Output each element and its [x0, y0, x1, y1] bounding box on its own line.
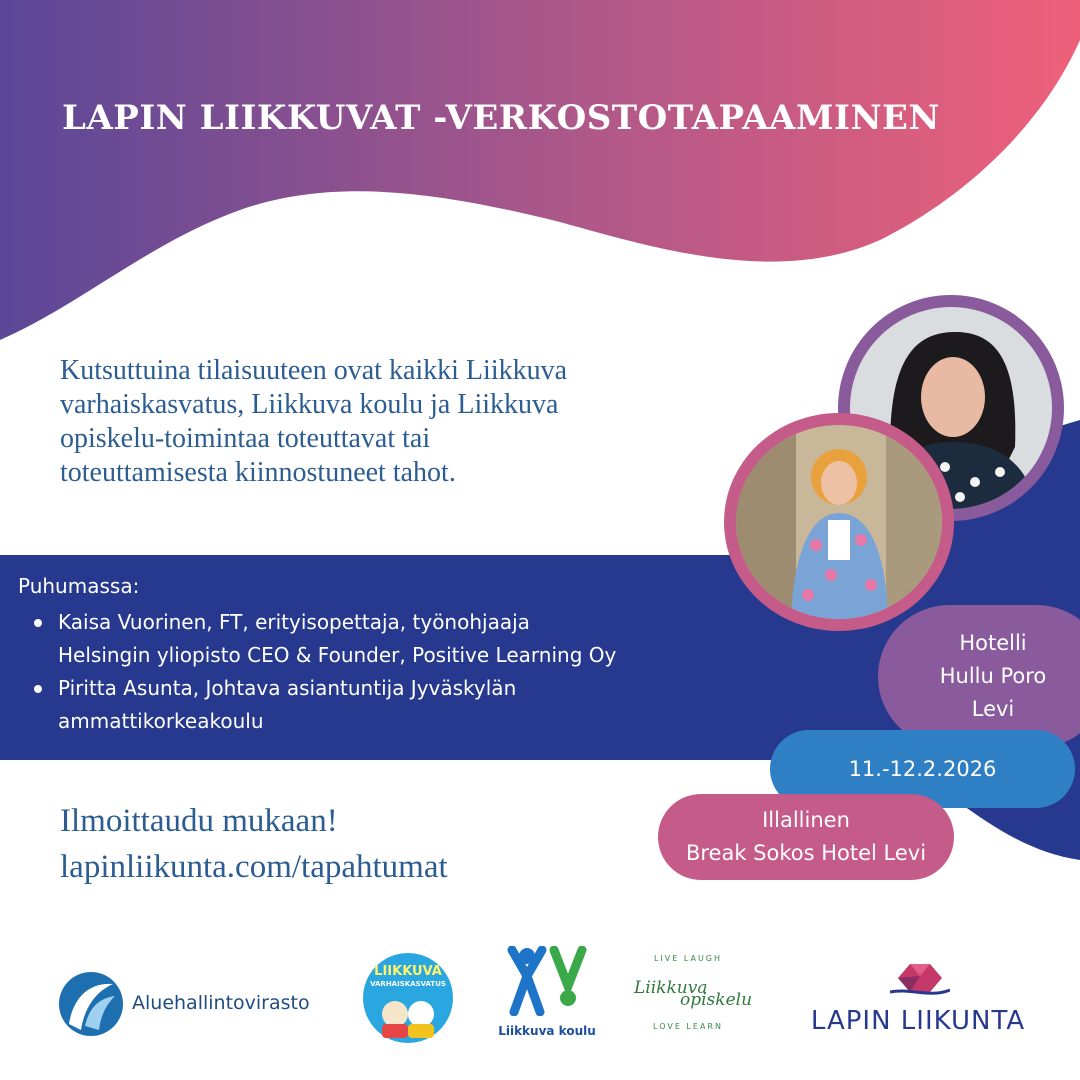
- liikkuva-koulu-icon: [502, 946, 592, 1016]
- speaker-portrait-2: [724, 413, 954, 631]
- venue-badge: [878, 605, 1080, 748]
- portrait-photo: [736, 425, 942, 619]
- lo-main-text-2: opiskelu: [680, 990, 753, 1010]
- lapin-liikunta-gem-icon: [890, 962, 950, 1002]
- dinner-line: Break Sokos Hotel Levi: [685, 841, 927, 865]
- speakers-list: [30, 606, 730, 738]
- lo-main-text-1: Liikkuva: [634, 978, 708, 998]
- speaker-line: ammattikorkeakoulu: [58, 709, 264, 733]
- intro-line: Kutsuttuina tilaisuuteen ovat kaikki Liikkuva: [60, 355, 568, 386]
- signup-heading: Ilmoittaudu mukaan!: [60, 803, 338, 839]
- header-wave: [0, 0, 1080, 340]
- logo-liikkuva-varhaiskasvatus: [362, 952, 454, 1044]
- intro-text: [60, 354, 700, 490]
- speaker-line: Helsingin yliopisto CEO & Founder, Positive Learning Oy: [58, 643, 617, 667]
- venue-line: Levi: [971, 697, 1015, 721]
- speaker-line: Piritta Asunta, Johtava asiantuntija Jyväskylän: [58, 676, 517, 700]
- date-text: 11.-12.2.2026: [848, 756, 997, 781]
- logo-aluehallintovirasto: [55, 968, 315, 1040]
- lv-logo-title: LIIKKUVA: [374, 964, 442, 979]
- ll-logo-text: LAPIN LIIKUNTA: [810, 1006, 1026, 1036]
- bullet-icon: [34, 685, 42, 693]
- intro-line: opiskelu-toimintaa toteuttavat tai: [60, 423, 431, 454]
- venue-line: Hotelli: [959, 631, 1027, 655]
- page-title: LAPIN LIIKKUVAT -VERKOSTOTAPAAMINEN: [61, 98, 941, 138]
- avi-emblem-icon: [55, 968, 127, 1040]
- bullet-icon: [34, 619, 42, 627]
- intro-line: varhaiskasvatus, Liikkuva koulu ja Liikkuva: [60, 389, 559, 420]
- speaker-item: [30, 672, 730, 738]
- logo-liikkuva-koulu: [492, 946, 602, 1042]
- venue-line: Hullu Poro: [939, 664, 1047, 688]
- logo-lapin-liikunta: [786, 962, 1050, 1040]
- intro-line: toteuttamisesta kiinnostuneet tahot.: [60, 457, 456, 488]
- dinner-line: Illallinen: [762, 808, 850, 832]
- lo-bottom-text: LOVE LEARN: [653, 1022, 723, 1031]
- speaker-line: Kaisa Vuorinen, FT, erityisopettaja, työnohjaaja: [58, 610, 530, 634]
- lk-logo-text: Liikkuva koulu: [498, 1024, 596, 1038]
- signup-text: [60, 798, 448, 890]
- speakers-heading: Puhumassa:: [18, 574, 140, 598]
- dinner-badge: [658, 794, 954, 880]
- avi-logo-text: Aluehallintovirasto: [132, 992, 310, 1014]
- logo-liikkuva-opiskelu: [628, 946, 753, 1042]
- lo-top-text: LIVE LAUGH: [653, 954, 723, 963]
- speaker-item: [30, 606, 730, 672]
- signup-link[interactable]: lapinliikunta.com/tapahtumat: [60, 849, 448, 885]
- lv-logo-subtitle: VARHAISKASVATUS: [370, 980, 446, 988]
